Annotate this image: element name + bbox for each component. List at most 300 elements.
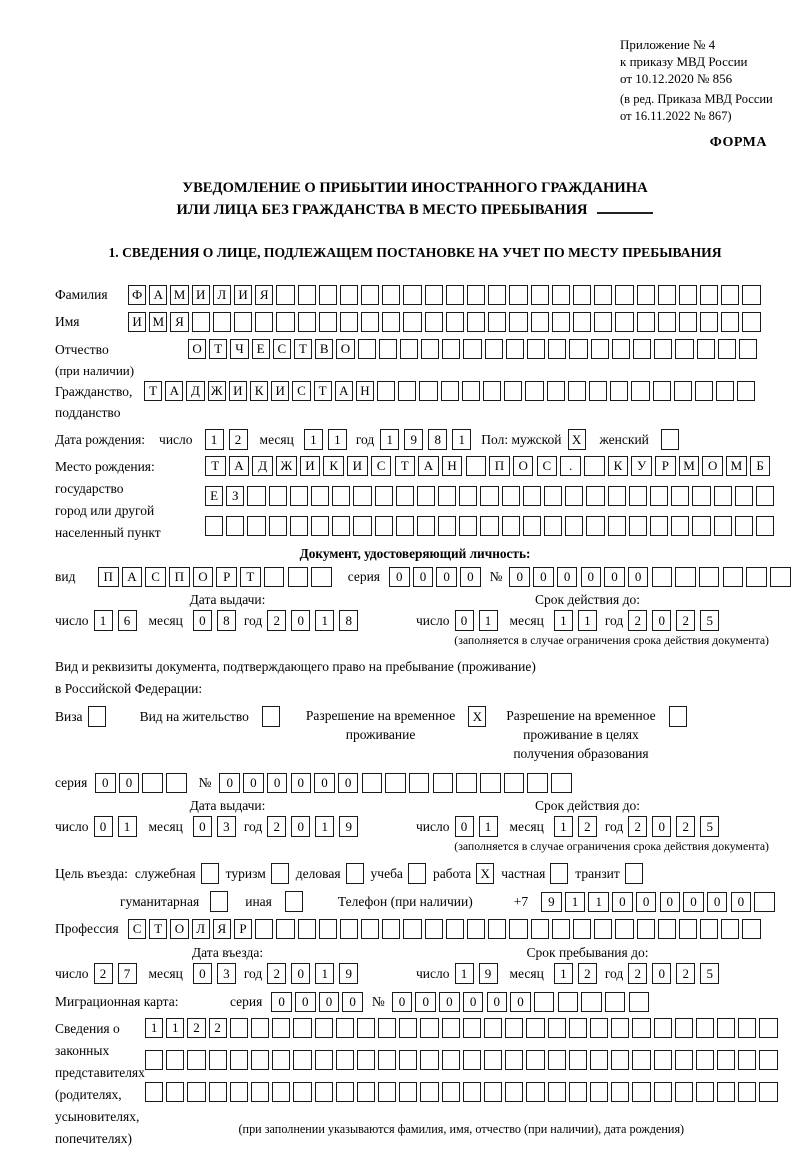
char-cell[interactable]: 1 bbox=[554, 963, 573, 984]
char-cell[interactable] bbox=[658, 285, 676, 305]
char-cell[interactable]: 0 bbox=[463, 992, 484, 1012]
char-cell[interactable]: С bbox=[537, 456, 558, 476]
checkbox-cell[interactable] bbox=[669, 706, 687, 727]
char-cell[interactable]: 0 bbox=[628, 567, 649, 587]
char-cell[interactable]: 9 bbox=[404, 429, 423, 450]
char-cell[interactable] bbox=[247, 486, 265, 506]
char-cell[interactable] bbox=[399, 1082, 417, 1102]
char-cell[interactable] bbox=[340, 285, 358, 305]
char-cell[interactable] bbox=[637, 919, 655, 939]
char-cell[interactable] bbox=[442, 1018, 460, 1038]
char-cell[interactable]: 8 bbox=[217, 610, 236, 631]
checkbox-cell[interactable] bbox=[285, 891, 303, 912]
char-cell[interactable] bbox=[251, 1050, 269, 1070]
char-cell[interactable]: О bbox=[188, 339, 206, 359]
char-cell[interactable]: 2 bbox=[628, 610, 647, 631]
char-cell[interactable] bbox=[739, 339, 757, 359]
char-cell[interactable]: 2 bbox=[187, 1018, 205, 1038]
char-cell[interactable] bbox=[654, 1018, 672, 1038]
char-cell[interactable] bbox=[463, 339, 481, 359]
char-cell[interactable]: 0 bbox=[707, 892, 728, 912]
char-cell[interactable] bbox=[315, 1018, 333, 1038]
char-cell[interactable]: К bbox=[323, 456, 344, 476]
char-cell[interactable]: О bbox=[513, 456, 534, 476]
char-cell[interactable] bbox=[716, 381, 734, 401]
char-cell[interactable] bbox=[480, 486, 498, 506]
char-cell[interactable]: 2 bbox=[676, 963, 695, 984]
char-cell[interactable]: 0 bbox=[319, 992, 340, 1012]
char-cell[interactable]: Ж bbox=[276, 456, 297, 476]
char-cell[interactable] bbox=[420, 1082, 438, 1102]
char-cell[interactable] bbox=[378, 1018, 396, 1038]
char-cell[interactable]: Л bbox=[213, 285, 231, 305]
char-cell[interactable]: 0 bbox=[291, 816, 310, 837]
char-cell[interactable] bbox=[534, 992, 555, 1012]
char-cell[interactable]: 0 bbox=[487, 992, 508, 1012]
char-cell[interactable] bbox=[234, 312, 252, 332]
char-cell[interactable] bbox=[488, 312, 506, 332]
char-cell[interactable] bbox=[770, 567, 791, 587]
char-cell[interactable] bbox=[637, 312, 655, 332]
char-cell[interactable] bbox=[409, 773, 430, 793]
char-cell[interactable] bbox=[442, 1082, 460, 1102]
char-cell[interactable] bbox=[379, 339, 397, 359]
char-cell[interactable] bbox=[315, 1082, 333, 1102]
char-cell[interactable]: 0 bbox=[392, 992, 413, 1012]
char-cell[interactable] bbox=[385, 773, 406, 793]
char-cell[interactable] bbox=[615, 312, 633, 332]
char-cell[interactable] bbox=[558, 992, 579, 1012]
char-cell[interactable]: 1 bbox=[565, 892, 586, 912]
checkbox-cell[interactable] bbox=[271, 863, 289, 884]
char-cell[interactable]: Н bbox=[356, 381, 374, 401]
char-cell[interactable]: Ф bbox=[128, 285, 146, 305]
char-cell[interactable] bbox=[565, 516, 583, 536]
char-cell[interactable] bbox=[735, 516, 753, 536]
char-cell[interactable]: 1 bbox=[315, 816, 334, 837]
char-cell[interactable] bbox=[589, 381, 607, 401]
char-cell[interactable]: Ч bbox=[230, 339, 248, 359]
char-cell[interactable] bbox=[654, 339, 672, 359]
char-cell[interactable] bbox=[586, 516, 604, 536]
char-cell[interactable] bbox=[527, 773, 548, 793]
char-cell[interactable] bbox=[403, 312, 421, 332]
checkbox-cell[interactable] bbox=[661, 429, 679, 450]
char-cell[interactable] bbox=[230, 1018, 248, 1038]
char-cell[interactable]: 1 bbox=[166, 1018, 184, 1038]
char-cell[interactable] bbox=[531, 285, 549, 305]
char-cell[interactable] bbox=[692, 516, 710, 536]
char-cell[interactable] bbox=[298, 919, 316, 939]
char-cell[interactable] bbox=[547, 381, 565, 401]
char-cell[interactable] bbox=[251, 1082, 269, 1102]
char-cell[interactable]: 0 bbox=[338, 773, 359, 793]
char-cell[interactable] bbox=[594, 312, 612, 332]
char-cell[interactable] bbox=[692, 486, 710, 506]
char-cell[interactable] bbox=[615, 285, 633, 305]
char-cell[interactable] bbox=[632, 1018, 650, 1038]
char-cell[interactable]: 1 bbox=[328, 429, 347, 450]
char-cell[interactable]: 2 bbox=[578, 816, 597, 837]
char-cell[interactable]: 0 bbox=[314, 773, 335, 793]
char-cell[interactable] bbox=[459, 516, 477, 536]
char-cell[interactable] bbox=[523, 486, 541, 506]
char-cell[interactable]: 1 bbox=[479, 816, 498, 837]
char-cell[interactable]: С bbox=[371, 456, 392, 476]
char-cell[interactable] bbox=[298, 285, 316, 305]
checkbox-cell[interactable] bbox=[262, 706, 280, 727]
char-cell[interactable] bbox=[721, 919, 739, 939]
char-cell[interactable]: 0 bbox=[455, 610, 474, 631]
char-cell[interactable] bbox=[654, 1050, 672, 1070]
char-cell[interactable]: 1 bbox=[578, 610, 597, 631]
char-cell[interactable] bbox=[420, 1018, 438, 1038]
char-cell[interactable] bbox=[480, 773, 501, 793]
char-cell[interactable]: 8 bbox=[428, 429, 447, 450]
char-cell[interactable]: 0 bbox=[460, 567, 481, 587]
char-cell[interactable]: А bbox=[418, 456, 439, 476]
char-cell[interactable]: М bbox=[149, 312, 167, 332]
char-cell[interactable] bbox=[552, 312, 570, 332]
char-cell[interactable] bbox=[336, 1018, 354, 1038]
char-cell[interactable]: И bbox=[229, 381, 247, 401]
char-cell[interactable] bbox=[378, 1082, 396, 1102]
char-cell[interactable]: 2 bbox=[267, 816, 286, 837]
char-cell[interactable] bbox=[650, 486, 668, 506]
char-cell[interactable]: 0 bbox=[415, 992, 436, 1012]
char-cell[interactable] bbox=[759, 1050, 777, 1070]
char-cell[interactable] bbox=[696, 1018, 714, 1038]
char-cell[interactable] bbox=[525, 381, 543, 401]
char-cell[interactable] bbox=[319, 919, 337, 939]
char-cell[interactable] bbox=[311, 567, 332, 587]
char-cell[interactable] bbox=[735, 486, 753, 506]
char-cell[interactable] bbox=[378, 1050, 396, 1070]
char-cell[interactable]: У bbox=[631, 456, 652, 476]
char-cell[interactable]: 0 bbox=[557, 567, 578, 587]
char-cell[interactable] bbox=[463, 1050, 481, 1070]
char-cell[interactable] bbox=[569, 339, 587, 359]
char-cell[interactable] bbox=[502, 516, 520, 536]
char-cell[interactable]: 1 bbox=[315, 963, 334, 984]
char-cell[interactable]: 0 bbox=[95, 773, 116, 793]
char-cell[interactable] bbox=[336, 1050, 354, 1070]
char-cell[interactable] bbox=[552, 285, 570, 305]
char-cell[interactable]: 8 bbox=[339, 610, 358, 631]
char-cell[interactable]: И bbox=[128, 312, 146, 332]
char-cell[interactable]: 0 bbox=[604, 567, 625, 587]
char-cell[interactable]: Я bbox=[213, 919, 231, 939]
char-cell[interactable] bbox=[509, 919, 527, 939]
char-cell[interactable]: 1 bbox=[94, 610, 113, 631]
char-cell[interactable] bbox=[145, 1050, 163, 1070]
char-cell[interactable]: 1 bbox=[588, 892, 609, 912]
char-cell[interactable]: 9 bbox=[339, 963, 358, 984]
char-cell[interactable] bbox=[357, 1050, 375, 1070]
char-cell[interactable]: 0 bbox=[243, 773, 264, 793]
char-cell[interactable] bbox=[187, 1082, 205, 1102]
char-cell[interactable] bbox=[358, 339, 376, 359]
char-cell[interactable] bbox=[548, 1050, 566, 1070]
char-cell[interactable]: 2 bbox=[229, 429, 248, 450]
char-cell[interactable] bbox=[611, 1082, 629, 1102]
char-cell[interactable] bbox=[608, 486, 626, 506]
char-cell[interactable] bbox=[756, 516, 774, 536]
char-cell[interactable]: 6 bbox=[118, 610, 137, 631]
char-cell[interactable]: 0 bbox=[455, 816, 474, 837]
char-cell[interactable]: Я bbox=[170, 312, 188, 332]
char-cell[interactable]: 9 bbox=[339, 816, 358, 837]
char-cell[interactable] bbox=[742, 919, 760, 939]
char-cell[interactable] bbox=[742, 312, 760, 332]
char-cell[interactable] bbox=[679, 285, 697, 305]
char-cell[interactable]: 0 bbox=[193, 963, 212, 984]
char-cell[interactable]: 0 bbox=[652, 963, 671, 984]
char-cell[interactable]: Т bbox=[205, 456, 226, 476]
char-cell[interactable] bbox=[340, 919, 358, 939]
char-cell[interactable]: К bbox=[250, 381, 268, 401]
char-cell[interactable]: 1 bbox=[452, 429, 471, 450]
char-cell[interactable]: П bbox=[489, 456, 510, 476]
char-cell[interactable]: 5 bbox=[700, 963, 719, 984]
char-cell[interactable]: 2 bbox=[676, 610, 695, 631]
char-cell[interactable] bbox=[526, 1018, 544, 1038]
char-cell[interactable] bbox=[269, 516, 287, 536]
char-cell[interactable] bbox=[675, 567, 696, 587]
char-cell[interactable] bbox=[631, 381, 649, 401]
char-cell[interactable] bbox=[396, 486, 414, 506]
char-cell[interactable] bbox=[362, 773, 383, 793]
char-cell[interactable] bbox=[573, 312, 591, 332]
checkbox-cell[interactable] bbox=[550, 863, 568, 884]
char-cell[interactable]: 0 bbox=[652, 610, 671, 631]
char-cell[interactable] bbox=[311, 486, 329, 506]
char-cell[interactable] bbox=[251, 1018, 269, 1038]
char-cell[interactable]: 0 bbox=[119, 773, 140, 793]
char-cell[interactable] bbox=[319, 285, 337, 305]
char-cell[interactable]: В bbox=[315, 339, 333, 359]
char-cell[interactable] bbox=[247, 516, 265, 536]
char-cell[interactable] bbox=[484, 1018, 502, 1038]
char-cell[interactable]: 0 bbox=[652, 816, 671, 837]
char-cell[interactable] bbox=[548, 1082, 566, 1102]
char-cell[interactable] bbox=[548, 339, 566, 359]
char-cell[interactable]: 1 bbox=[455, 963, 474, 984]
char-cell[interactable] bbox=[548, 1018, 566, 1038]
char-cell[interactable]: Р bbox=[216, 567, 237, 587]
char-cell[interactable]: Е bbox=[252, 339, 270, 359]
char-cell[interactable]: 0 bbox=[267, 773, 288, 793]
char-cell[interactable]: 2 bbox=[676, 816, 695, 837]
char-cell[interactable] bbox=[438, 486, 456, 506]
char-cell[interactable] bbox=[230, 1050, 248, 1070]
char-cell[interactable] bbox=[675, 1018, 693, 1038]
char-cell[interactable]: О bbox=[702, 456, 723, 476]
char-cell[interactable]: 1 bbox=[554, 816, 573, 837]
char-cell[interactable] bbox=[754, 892, 775, 912]
char-cell[interactable] bbox=[353, 486, 371, 506]
char-cell[interactable] bbox=[361, 919, 379, 939]
char-cell[interactable] bbox=[629, 992, 650, 1012]
char-cell[interactable] bbox=[187, 1050, 205, 1070]
char-cell[interactable] bbox=[590, 1018, 608, 1038]
char-cell[interactable]: Б bbox=[750, 456, 771, 476]
char-cell[interactable] bbox=[568, 381, 586, 401]
char-cell[interactable] bbox=[746, 567, 767, 587]
char-cell[interactable] bbox=[506, 339, 524, 359]
char-cell[interactable] bbox=[361, 285, 379, 305]
char-cell[interactable]: С bbox=[145, 567, 166, 587]
char-cell[interactable] bbox=[462, 381, 480, 401]
char-cell[interactable]: И bbox=[300, 456, 321, 476]
char-cell[interactable] bbox=[375, 516, 393, 536]
char-cell[interactable] bbox=[700, 919, 718, 939]
char-cell[interactable] bbox=[544, 486, 562, 506]
char-cell[interactable] bbox=[573, 919, 591, 939]
char-cell[interactable] bbox=[293, 1050, 311, 1070]
char-cell[interactable] bbox=[717, 1050, 735, 1070]
char-cell[interactable] bbox=[433, 773, 454, 793]
char-cell[interactable] bbox=[605, 992, 626, 1012]
char-cell[interactable] bbox=[209, 1082, 227, 1102]
char-cell[interactable]: . bbox=[560, 456, 581, 476]
checkbox-cell[interactable]: X bbox=[468, 706, 486, 727]
char-cell[interactable] bbox=[425, 919, 443, 939]
char-cell[interactable] bbox=[142, 773, 163, 793]
char-cell[interactable] bbox=[505, 1082, 523, 1102]
char-cell[interactable] bbox=[400, 339, 418, 359]
char-cell[interactable] bbox=[509, 312, 527, 332]
char-cell[interactable] bbox=[403, 919, 421, 939]
char-cell[interactable] bbox=[717, 1018, 735, 1038]
char-cell[interactable]: 2 bbox=[628, 816, 647, 837]
char-cell[interactable] bbox=[504, 381, 522, 401]
char-cell[interactable] bbox=[425, 285, 443, 305]
char-cell[interactable] bbox=[463, 1082, 481, 1102]
char-cell[interactable] bbox=[166, 773, 187, 793]
char-cell[interactable] bbox=[569, 1082, 587, 1102]
char-cell[interactable] bbox=[674, 381, 692, 401]
char-cell[interactable] bbox=[276, 312, 294, 332]
char-cell[interactable] bbox=[675, 1082, 693, 1102]
char-cell[interactable]: 1 bbox=[205, 429, 224, 450]
char-cell[interactable] bbox=[375, 486, 393, 506]
char-cell[interactable] bbox=[615, 919, 633, 939]
char-cell[interactable] bbox=[382, 919, 400, 939]
char-cell[interactable] bbox=[336, 1082, 354, 1102]
char-cell[interactable]: 0 bbox=[436, 567, 457, 587]
char-cell[interactable] bbox=[718, 339, 736, 359]
char-cell[interactable] bbox=[658, 919, 676, 939]
char-cell[interactable]: 1 bbox=[380, 429, 399, 450]
char-cell[interactable] bbox=[425, 312, 443, 332]
char-cell[interactable]: М bbox=[679, 456, 700, 476]
char-cell[interactable] bbox=[679, 312, 697, 332]
char-cell[interactable]: 2 bbox=[267, 963, 286, 984]
char-cell[interactable] bbox=[505, 1050, 523, 1070]
char-cell[interactable]: 0 bbox=[271, 992, 292, 1012]
char-cell[interactable] bbox=[264, 567, 285, 587]
char-cell[interactable] bbox=[340, 312, 358, 332]
char-cell[interactable] bbox=[714, 516, 732, 536]
char-cell[interactable] bbox=[421, 339, 439, 359]
char-cell[interactable] bbox=[527, 339, 545, 359]
char-cell[interactable] bbox=[675, 339, 693, 359]
char-cell[interactable] bbox=[611, 1018, 629, 1038]
char-cell[interactable]: 5 bbox=[700, 610, 719, 631]
char-cell[interactable]: 0 bbox=[389, 567, 410, 587]
char-cell[interactable] bbox=[298, 312, 316, 332]
char-cell[interactable] bbox=[714, 486, 732, 506]
char-cell[interactable]: 7 bbox=[118, 963, 137, 984]
char-cell[interactable] bbox=[272, 1082, 290, 1102]
char-cell[interactable] bbox=[332, 516, 350, 536]
char-cell[interactable] bbox=[654, 1082, 672, 1102]
char-cell[interactable] bbox=[632, 1082, 650, 1102]
char-cell[interactable]: 0 bbox=[510, 992, 531, 1012]
char-cell[interactable] bbox=[276, 919, 294, 939]
char-cell[interactable] bbox=[696, 1082, 714, 1102]
char-cell[interactable] bbox=[652, 567, 673, 587]
char-cell[interactable] bbox=[505, 1018, 523, 1038]
char-cell[interactable] bbox=[382, 312, 400, 332]
char-cell[interactable] bbox=[569, 1050, 587, 1070]
char-cell[interactable]: 0 bbox=[533, 567, 554, 587]
char-cell[interactable] bbox=[467, 312, 485, 332]
char-cell[interactable] bbox=[361, 312, 379, 332]
char-cell[interactable]: 0 bbox=[342, 992, 363, 1012]
char-cell[interactable]: З bbox=[226, 486, 244, 506]
char-cell[interactable] bbox=[608, 516, 626, 536]
char-cell[interactable] bbox=[526, 1082, 544, 1102]
char-cell[interactable]: О bbox=[170, 919, 188, 939]
char-cell[interactable] bbox=[723, 567, 744, 587]
char-cell[interactable]: А bbox=[149, 285, 167, 305]
char-cell[interactable] bbox=[565, 486, 583, 506]
char-cell[interactable] bbox=[166, 1050, 184, 1070]
char-cell[interactable]: 5 bbox=[700, 816, 719, 837]
char-cell[interactable] bbox=[590, 1050, 608, 1070]
char-cell[interactable] bbox=[531, 919, 549, 939]
char-cell[interactable] bbox=[467, 919, 485, 939]
char-cell[interactable]: Т bbox=[149, 919, 167, 939]
char-cell[interactable] bbox=[290, 516, 308, 536]
char-cell[interactable] bbox=[488, 919, 506, 939]
char-cell[interactable] bbox=[293, 1018, 311, 1038]
char-cell[interactable] bbox=[446, 919, 464, 939]
checkbox-cell[interactable] bbox=[346, 863, 364, 884]
char-cell[interactable] bbox=[573, 285, 591, 305]
char-cell[interactable] bbox=[166, 1082, 184, 1102]
char-cell[interactable]: И bbox=[234, 285, 252, 305]
char-cell[interactable] bbox=[504, 773, 525, 793]
char-cell[interactable] bbox=[398, 381, 416, 401]
char-cell[interactable] bbox=[332, 486, 350, 506]
checkbox-cell[interactable] bbox=[201, 863, 219, 884]
char-cell[interactable] bbox=[552, 919, 570, 939]
char-cell[interactable] bbox=[463, 1018, 481, 1038]
char-cell[interactable] bbox=[586, 486, 604, 506]
char-cell[interactable] bbox=[502, 486, 520, 506]
char-cell[interactable] bbox=[632, 1050, 650, 1070]
char-cell[interactable]: 1 bbox=[315, 610, 334, 631]
char-cell[interactable] bbox=[442, 1050, 460, 1070]
char-cell[interactable]: Я bbox=[255, 285, 273, 305]
char-cell[interactable] bbox=[290, 486, 308, 506]
char-cell[interactable]: 0 bbox=[660, 892, 681, 912]
char-cell[interactable] bbox=[353, 516, 371, 536]
char-cell[interactable] bbox=[483, 381, 501, 401]
